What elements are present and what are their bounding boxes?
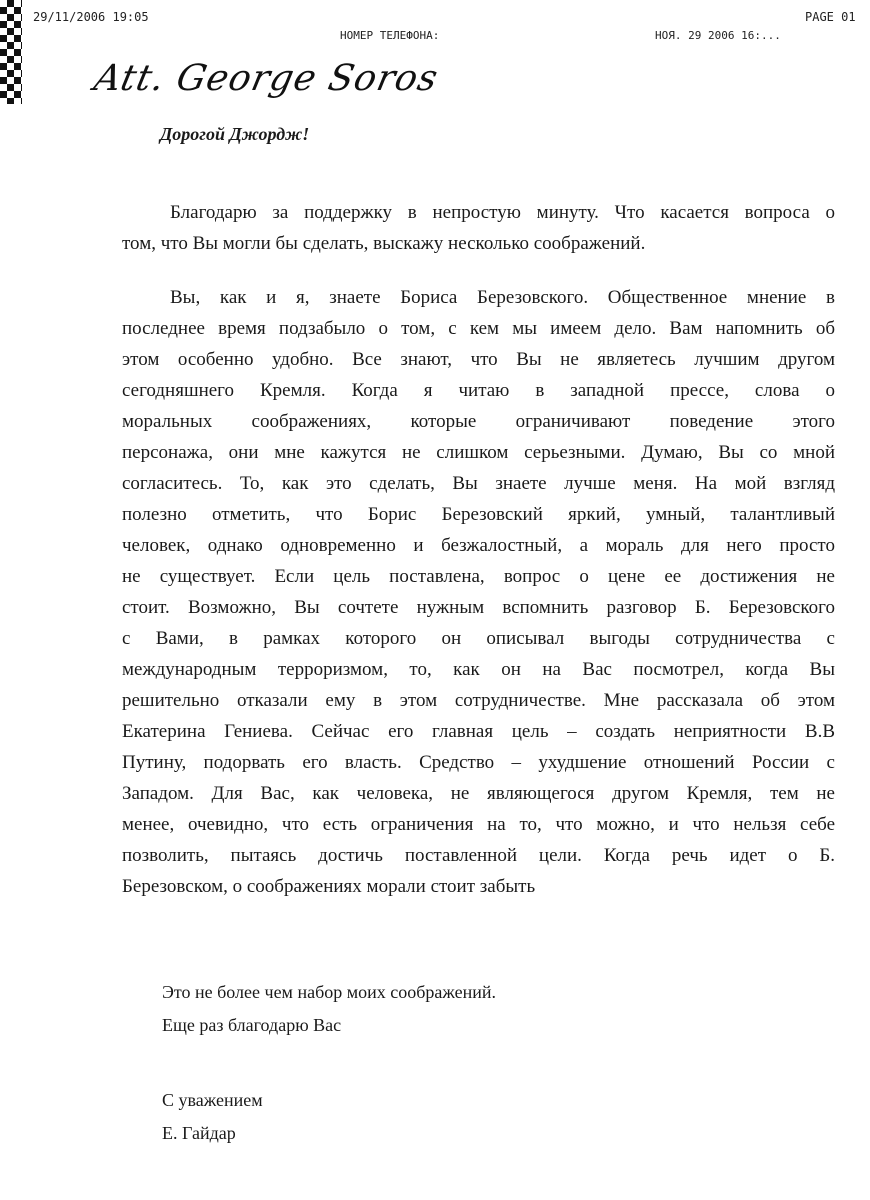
sign-off: С уважением [162,1090,263,1110]
handwritten-addressee: Att. George Soros [90,58,442,99]
text-line: позволить, пытаясь достичь поставленной цели. Когда речь идет о Б. [122,845,835,866]
text-line: стоит. Возможно, Вы сочтете нужным вспомнить разговор Б. Березовского [122,597,835,618]
fax-received-time: НОЯ. 29 2006 16:... [655,29,781,42]
text-line: Благодарю за поддержку в непростую минуту. Что касается вопроса о [170,202,835,223]
text-line: том, что Вы могли бы сделать, выскажу несколько соображений. [122,233,646,254]
text-line: сегодняшнего Кремля. Когда я читаю в западной прессе, слова о [122,380,835,401]
text-line: Западом. Для Вас, как человека, не являющегося другом Кремля, тем не [122,783,835,804]
text-line: моральных соображениях, которые ограничивают поведение этого [122,411,835,432]
fax-alignment-marks [0,0,22,104]
thanks-line: Еще раз благодарю Вас [162,1015,342,1035]
text-line: с Вами, в рамках которого он описывал выгоды сотрудничества с [122,628,835,649]
text-line: этом особенно удобно. Все знают, что Вы не являетесь лучшим другом [122,349,835,370]
text-line: менее, очевидно, что есть ограничения на то, что можно, и что нельзя себе [122,814,835,835]
signature-name: Е. Гайдар [162,1123,236,1143]
greeting: Дорогой Джордж! [160,124,310,144]
text-line: последнее время подзабыло о том, с кем мы имеем дело. Вам напомнить об [122,318,835,339]
text-line: полезно отметить, что Борис Березовский яркий, умный, талантливый [122,504,835,525]
text-line: Путину, подорвать его власть. Средство – ухудшение отношений России с [122,752,835,773]
text-line: Екатерина Гениева. Сейчас его главная цель – создать неприятности В.В [122,721,835,742]
fax-phone-label: НОМЕР ТЕЛЕФОНА: [340,29,440,42]
text-line: не существует. Если цель поставлена, вопрос о цене ее достижения не [122,566,835,587]
fax-datetime: 29/11/2006 19:05 [33,10,149,24]
text-line: международным терроризмом, то, как он на Вас посмотрел, когда Вы [122,659,835,680]
closing-line: Это не более чем набор моих соображений. [162,982,496,1002]
text-line: персонажа, они мне кажутся не слишком серьезными. Думаю, Вы со мной [122,442,835,463]
text-line: решительно отказали ему в этом сотрудничестве. Мне рассказала об этом [122,690,835,711]
fax-page-label: PAGE 01 [805,10,856,24]
text-line: согласитесь. То, как это сделать, Вы знаете лучше меня. На мой взгляд [122,473,835,494]
paragraph-1 [122,197,835,259]
text-line: человек, однако одновременно и безжалостный, а мораль для него просто [122,535,835,556]
text-line: Вы, как и я, знаете Бориса Березовского. Общественное мнение в [170,287,835,308]
paragraph-2 [122,282,835,902]
text-line: Березовском, о соображениях морали стоит забыть [122,876,536,897]
